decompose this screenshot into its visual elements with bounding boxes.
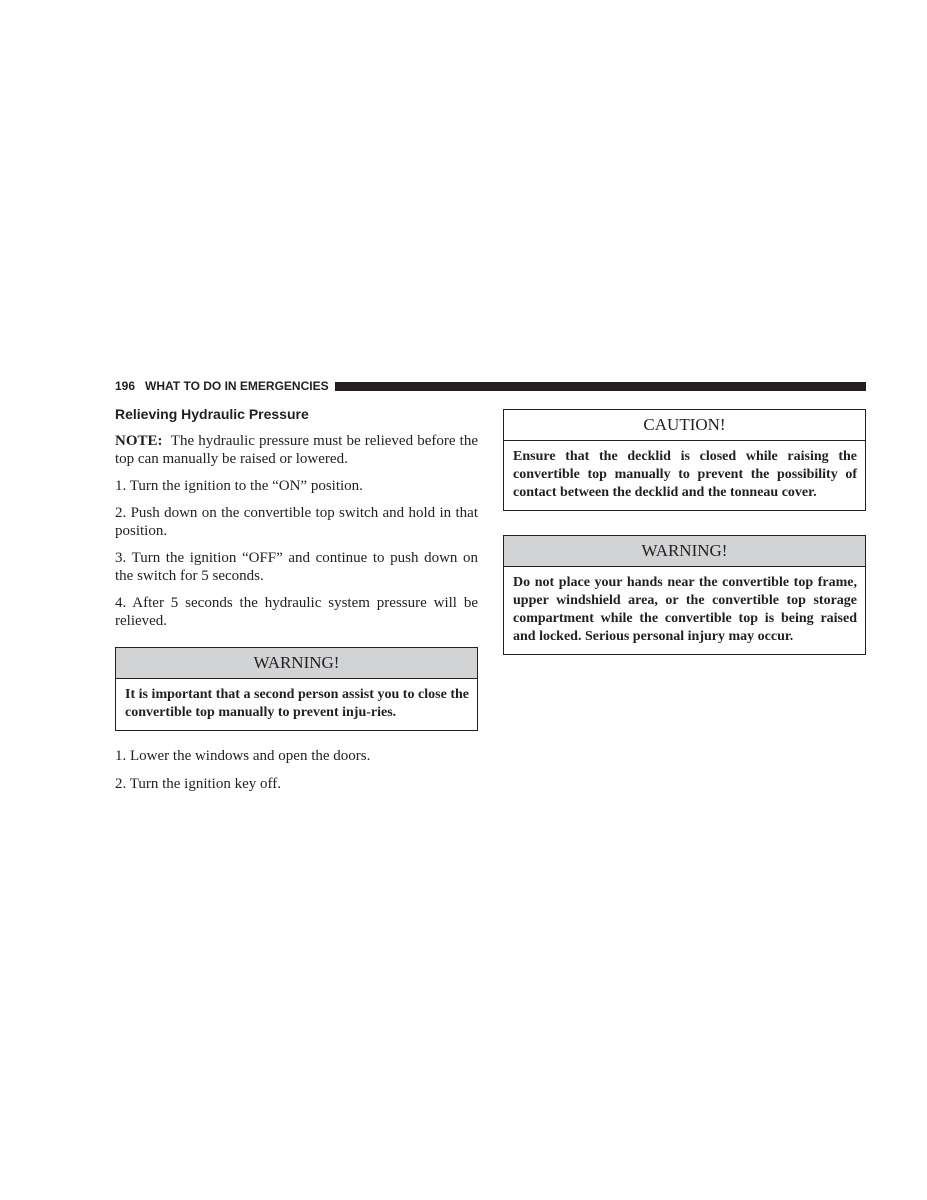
step-2: 2. Push down on the convertible top switch and hold in that position. bbox=[115, 505, 478, 539]
warning-text-right: Do not place your hands near the convertible top frame, upper windshield area, or the convertible top storage compartment while the convertible top is being raised and locked. Serious personal injury may occur. bbox=[513, 575, 857, 644]
note-label: NOTE: bbox=[115, 433, 163, 449]
header-rule bbox=[335, 382, 866, 391]
warning-title-right: WARNING! bbox=[504, 536, 865, 567]
note-paragraph bbox=[115, 432, 478, 468]
page-header bbox=[115, 379, 866, 393]
caution-box bbox=[503, 409, 866, 511]
caution-text: Ensure that the decklid is closed while raising the convertible top manually to prevent the possibility of contact between the decklid and the tonneau cover. bbox=[513, 449, 857, 500]
step-b-2: 2. Turn the ignition key off. bbox=[115, 776, 281, 792]
section-title: WHAT TO DO IN EMERGENCIES bbox=[145, 379, 329, 393]
page-number: 196 bbox=[115, 379, 136, 393]
subheading: Relieving Hydraulic Pressure bbox=[115, 406, 309, 422]
step-b-1: 1. Lower the windows and open the doors. bbox=[115, 748, 371, 764]
note-text: The hydraulic pressure must be relieved before the top can manually be raised or lowered. bbox=[115, 433, 478, 467]
warning-text: It is important that a second person assist you to close the convertible top manually to prevent inju-ries. bbox=[125, 687, 469, 720]
step-4: 4. After 5 seconds the hydraulic system pressure will be relieved. bbox=[115, 595, 478, 629]
warning-box-left bbox=[115, 647, 478, 731]
warning-box-right bbox=[503, 535, 866, 655]
right-column bbox=[503, 409, 866, 655]
warning-title: WARNING! bbox=[116, 648, 477, 679]
caution-title: CAUTION! bbox=[504, 410, 865, 441]
left-column bbox=[115, 405, 478, 802]
step-3: 3. Turn the ignition “OFF” and continue to push down on the switch for 5 seconds. bbox=[115, 550, 478, 584]
step-1: 1. Turn the ignition to the “ON” position. bbox=[115, 478, 363, 494]
